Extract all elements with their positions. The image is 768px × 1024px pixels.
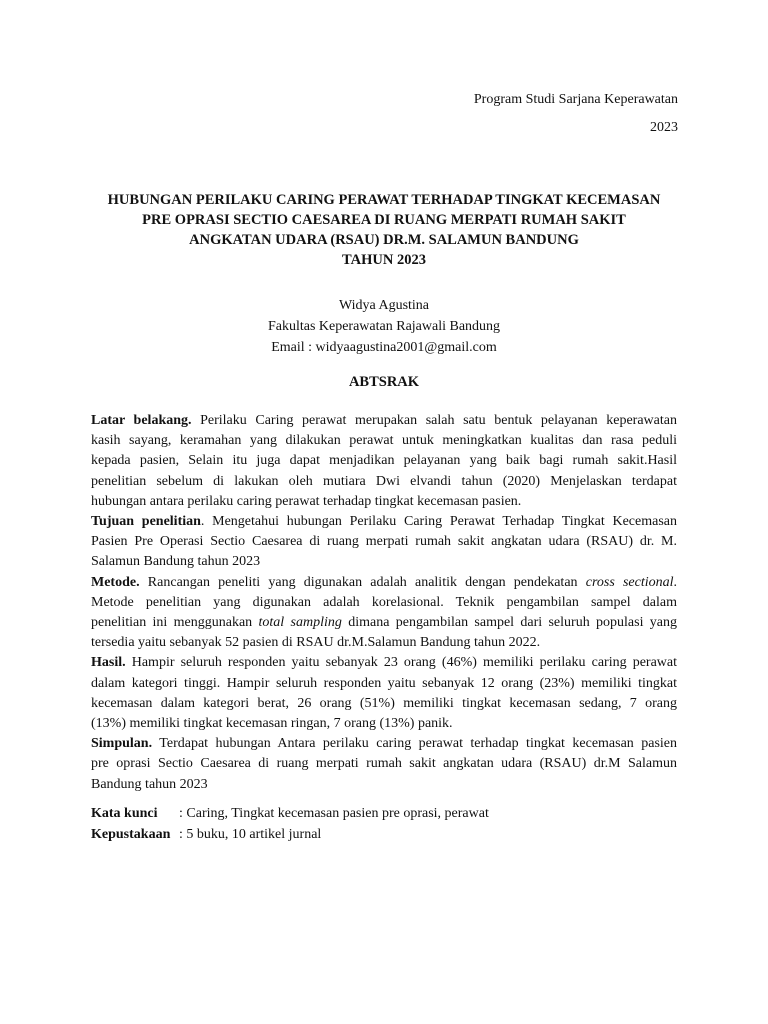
- section-simpulan: Simpulan. Terdapat hubungan Antara perilaku caring perawat terhadap tingkat kecemasan pasien pre oprasi Sectio Caesarea di ruang merpati rumah sakit angkatan udara (RSAU) dr.M Salamun Bandung tahun 2023: [91, 736, 678, 792]
- title-line: TAHUN 2023: [342, 252, 426, 268]
- references-row: [91, 824, 489, 845]
- section-label: Hasil.: [91, 655, 126, 671]
- title-line: PRE OPRASI SECTIO CAESAREA DI RUANG MERPATI RUMAH SAKIT: [142, 212, 626, 228]
- author-faculty: Fakultas Keperawatan Rajawali Bandung: [267, 319, 501, 334]
- keywords-value: : Caring, Tingkat kecemasan pasien pre oprasi, perawat: [179, 806, 489, 821]
- title-line: HUBUNGAN PERILAKU CARING PERAWAT TERHADAP TINGKAT KECEMASAN: [107, 192, 661, 208]
- program-name: Program Studi Sarjana Keperawatan: [473, 92, 678, 107]
- section-hasil: Hasil. Hampir seluruh responden yaitu sebanyak 23 orang (46%) memiliki perilaku caring perawat dalam kategori tinggi. Hampir seluruh responden yaitu sebanyak 12 orang (23%) memiliki tingkat kecemasan dalam kategori berat, 26 orang (51%) memiliki tingkat kecemasan sedang, 7 orang (13%) memiliki tingkat kecemasan ringan, 7 orang (13%) panik.: [91, 655, 678, 732]
- header-year: 2023: [650, 120, 678, 135]
- keywords-row: [91, 803, 489, 824]
- paper-title: [84, 190, 684, 270]
- abstract-body: [91, 411, 677, 795]
- abstract-heading: ABTSRAK: [348, 374, 420, 390]
- section-label: Latar belakang.: [91, 413, 192, 428]
- section-latar-belakang: Latar belakang. Perilaku Caring perawat merupakan salah satu bentuk pelayanan keperawatan kasih sayang, keramahan yang dilakukan perawat untuk meningkatkan kualitas dan rasa peduli kepada pasien, Selain itu juga dapat menjadikan pelayanan yang baik bagi rumah sakit.Hasil penelitian sebelum di lakukan oleh mutiara Dwi elvandi tahun (2020) Menjelaskan terdapat hubungan antara perilaku caring perawat terhadap tingkat kecemasan pasien.: [91, 413, 677, 509]
- keywords-block: [91, 803, 489, 845]
- section-label: Tujuan penelitian: [91, 514, 201, 530]
- title-line: ANGKATAN UDARA (RSAU) DR.M. SALAMUN BANDUNG: [189, 232, 579, 248]
- author-block: [84, 295, 684, 358]
- section-metode: Metode. Rancangan peneliti yang digunakan adalah analitik dengan pendekatan cross sectional. Metode penelitian yang digunakan adalah korelasional. Teknik pengambilan sampel dalam penelitian ini menggunakan total sampling dimana pengambilan sampel dari seluruh populasi yang tersedia yaitu sebanyak 52 pasien di RSAU dr.M.Salamun Bandung tahun 2022.: [91, 574, 678, 651]
- section-label: Simpulan.: [91, 736, 153, 752]
- section-tujuan: Tujuan penelitian. Mengetahui hubungan Perilaku Caring Perawat Terhadap Tingkat Kecemasan Pasien Pre Operasi Sectio Caesarea di ruang merpati rumah sakit angkatan udara (RSAU) dr. M. Salamun Bandung tahun 2023: [91, 514, 677, 570]
- references-label: Kepustakaan: [91, 827, 171, 842]
- author-name: Widya Agustina: [338, 298, 430, 313]
- keywords-label: Kata kunci: [91, 806, 158, 821]
- references-value: : 5 buku, 10 artikel jurnal: [179, 827, 322, 842]
- author-email: Email : widyaagustina2001@gmail.com: [271, 340, 497, 355]
